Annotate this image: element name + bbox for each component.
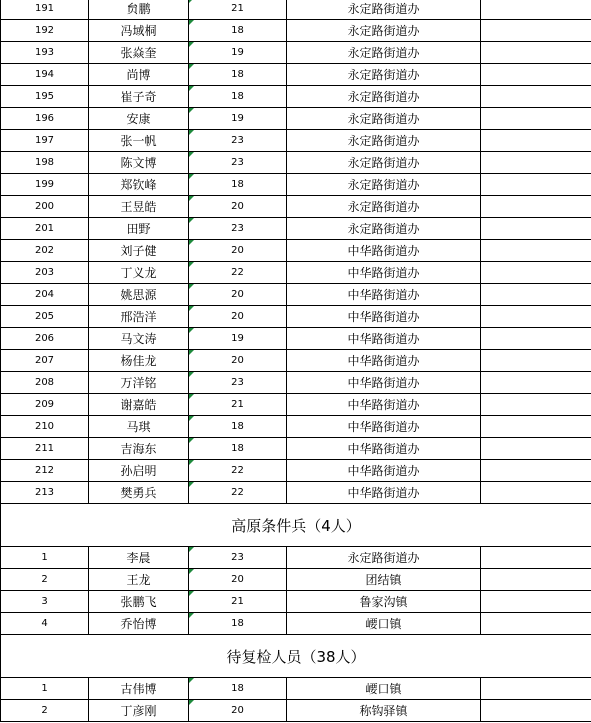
age-cell[interactable] xyxy=(189,438,287,460)
age-cell[interactable] xyxy=(189,86,287,108)
age-cell[interactable] xyxy=(189,196,287,218)
row-number-cell[interactable]: 1 xyxy=(1,547,89,569)
age-cell[interactable] xyxy=(189,372,287,394)
row-number-cell[interactable]: 1 xyxy=(1,678,89,700)
age-cell[interactable] xyxy=(189,700,287,722)
age-value: 21 xyxy=(231,596,244,607)
row-number-cell[interactable]: 192 xyxy=(1,20,89,42)
row-number-cell[interactable]: 202 xyxy=(1,240,89,262)
table-row xyxy=(1,174,591,196)
age-value: 20 xyxy=(231,289,244,300)
empty-cell[interactable] xyxy=(481,152,591,174)
age-value: 19 xyxy=(231,47,244,58)
empty-cell[interactable] xyxy=(481,218,591,240)
row-number-cell[interactable]: 211 xyxy=(1,438,89,460)
table-row xyxy=(1,306,591,328)
area-cell[interactable]: 中华路街道办 xyxy=(287,240,481,262)
row-number-cell[interactable]: 197 xyxy=(1,130,89,152)
section-recheck-row xyxy=(1,635,591,678)
name-cell[interactable]: 马文涛 xyxy=(89,328,189,350)
table-row xyxy=(1,64,591,86)
name-cell[interactable]: 尚博 xyxy=(89,64,189,86)
area-cell[interactable]: 永定路街道办 xyxy=(287,20,481,42)
row-number-cell[interactable]: 195 xyxy=(1,86,89,108)
row-number-cell[interactable]: 193 xyxy=(1,42,89,64)
empty-cell[interactable] xyxy=(481,196,591,218)
row-number-cell[interactable]: 2 xyxy=(1,569,89,591)
cell-marker-icon xyxy=(189,20,194,25)
age-value: 18 xyxy=(231,25,244,36)
age-value: 18 xyxy=(231,421,244,432)
table-row xyxy=(1,152,591,174)
age-value: 18 xyxy=(231,179,244,190)
empty-cell[interactable] xyxy=(481,130,591,152)
name-cell[interactable]: 谢嘉皓 xyxy=(89,394,189,416)
row-number-cell[interactable]: 206 xyxy=(1,328,89,350)
area-cell[interactable]: 团结镇 xyxy=(287,569,481,591)
cell-marker-icon xyxy=(189,372,194,377)
area-cell[interactable]: 崾口镇 xyxy=(287,613,481,635)
name-cell[interactable]: 乔怡博 xyxy=(89,613,189,635)
age-cell[interactable] xyxy=(189,240,287,262)
empty-cell[interactable] xyxy=(481,569,591,591)
cell-marker-icon xyxy=(189,174,194,179)
age-value: 23 xyxy=(231,223,244,234)
row-number-cell[interactable]: 213 xyxy=(1,482,89,504)
cell-marker-icon xyxy=(189,152,194,157)
area-cell[interactable]: 中华路街道办 xyxy=(287,328,481,350)
name-cell[interactable]: 张一帆 xyxy=(89,130,189,152)
age-cell[interactable] xyxy=(189,20,287,42)
age-cell[interactable] xyxy=(189,306,287,328)
area-cell[interactable]: 鲁家沟镇 xyxy=(287,591,481,613)
cell-marker-icon xyxy=(189,218,194,223)
cell-marker-icon xyxy=(189,0,194,3)
age-cell[interactable] xyxy=(189,328,287,350)
age-cell[interactable] xyxy=(189,174,287,196)
age-cell[interactable] xyxy=(189,42,287,64)
age-value: 20 xyxy=(231,311,244,322)
row-number-cell[interactable]: 196 xyxy=(1,108,89,130)
row-number-cell[interactable]: 201 xyxy=(1,218,89,240)
empty-cell[interactable] xyxy=(481,416,591,438)
row-number-cell[interactable]: 2 xyxy=(1,700,89,722)
age-cell[interactable] xyxy=(189,218,287,240)
area-cell[interactable]: 中华路街道办 xyxy=(287,394,481,416)
age-cell[interactable] xyxy=(189,262,287,284)
table-row xyxy=(1,328,591,350)
empty-cell[interactable] xyxy=(481,591,591,613)
age-value: 20 xyxy=(231,705,244,716)
cell-marker-icon xyxy=(189,350,194,355)
name-cell[interactable]: 王龙 xyxy=(89,569,189,591)
cell-marker-icon xyxy=(189,64,194,69)
empty-cell[interactable] xyxy=(481,700,591,722)
name-cell[interactable]: 崔子奇 xyxy=(89,86,189,108)
age-cell[interactable] xyxy=(189,394,287,416)
table-row xyxy=(1,86,591,108)
age-cell[interactable] xyxy=(189,64,287,86)
age-value: 23 xyxy=(231,552,244,563)
empty-cell[interactable] xyxy=(481,42,591,64)
cell-marker-icon xyxy=(189,547,194,552)
area-cell[interactable]: 永定路街道办 xyxy=(287,0,481,20)
name-cell[interactable]: 杨佳龙 xyxy=(89,350,189,372)
name-cell[interactable]: 陈文博 xyxy=(89,152,189,174)
age-cell[interactable] xyxy=(189,108,287,130)
age-value: 23 xyxy=(231,157,244,168)
area-cell[interactable]: 永定路街道办 xyxy=(287,547,481,569)
age-value: 23 xyxy=(231,135,244,146)
name-cell[interactable]: 丁义龙 xyxy=(89,262,189,284)
row-number-cell[interactable]: 4 xyxy=(1,613,89,635)
cell-marker-icon xyxy=(189,394,194,399)
row-number-cell[interactable]: 205 xyxy=(1,306,89,328)
empty-cell[interactable] xyxy=(481,372,591,394)
name-cell[interactable]: 李晨 xyxy=(89,547,189,569)
name-cell[interactable]: 姚思源 xyxy=(89,284,189,306)
table-row xyxy=(1,0,591,20)
cell-marker-icon xyxy=(189,306,194,311)
table-row xyxy=(1,218,591,240)
name-cell[interactable]: 田野 xyxy=(89,218,189,240)
age-cell[interactable] xyxy=(189,416,287,438)
area-cell[interactable]: 永定路街道办 xyxy=(287,218,481,240)
area-cell[interactable]: 永定路街道办 xyxy=(287,152,481,174)
empty-cell[interactable] xyxy=(481,678,591,700)
row-number-cell[interactable]: 204 xyxy=(1,284,89,306)
name-cell[interactable]: 张焱奎 xyxy=(89,42,189,64)
row-number-cell[interactable]: 203 xyxy=(1,262,89,284)
name-cell[interactable]: 邢浩洋 xyxy=(89,306,189,328)
table-row xyxy=(1,240,591,262)
cell-marker-icon xyxy=(189,591,194,596)
name-cell[interactable]: 樊勇兵 xyxy=(89,482,189,504)
name-cell[interactable]: 吉海东 xyxy=(89,438,189,460)
area-cell[interactable]: 中华路街道办 xyxy=(287,460,481,482)
empty-cell[interactable] xyxy=(481,394,591,416)
age-value: 18 xyxy=(231,618,244,629)
table-row xyxy=(1,20,591,42)
area-cell[interactable]: 崾口镇 xyxy=(287,678,481,700)
area-cell[interactable]: 中华路街道办 xyxy=(287,350,481,372)
row-number-cell[interactable]: 208 xyxy=(1,372,89,394)
cell-marker-icon xyxy=(189,416,194,421)
empty-cell[interactable] xyxy=(481,174,591,196)
area-cell[interactable]: 永定路街道办 xyxy=(287,86,481,108)
name-cell[interactable]: 冯域桐 xyxy=(89,20,189,42)
cell-marker-icon xyxy=(189,438,194,443)
row-number-cell[interactable]: 209 xyxy=(1,394,89,416)
empty-cell[interactable] xyxy=(481,108,591,130)
age-value: 22 xyxy=(231,465,244,476)
empty-cell[interactable] xyxy=(481,547,591,569)
row-number-cell[interactable]: 198 xyxy=(1,152,89,174)
age-cell[interactable] xyxy=(189,613,287,635)
row-number-cell[interactable]: 191 xyxy=(1,0,89,20)
cell-marker-icon xyxy=(189,42,194,47)
empty-cell[interactable] xyxy=(481,328,591,350)
cell-marker-icon xyxy=(189,86,194,91)
empty-cell[interactable] xyxy=(481,0,591,20)
cell-marker-icon xyxy=(189,328,194,333)
row-number-cell[interactable]: 212 xyxy=(1,460,89,482)
row-number-cell[interactable]: 3 xyxy=(1,591,89,613)
area-cell[interactable]: 中华路街道办 xyxy=(287,262,481,284)
age-value: 23 xyxy=(231,377,244,388)
name-cell[interactable]: 贠鹏 xyxy=(89,0,189,20)
area-cell[interactable]: 中华路街道办 xyxy=(287,482,481,504)
area-cell[interactable]: 永定路街道办 xyxy=(287,130,481,152)
row-number-cell[interactable]: 210 xyxy=(1,416,89,438)
name-cell[interactable]: 万洋铭 xyxy=(89,372,189,394)
age-cell[interactable] xyxy=(189,284,287,306)
name-cell[interactable]: 安康 xyxy=(89,108,189,130)
age-cell[interactable] xyxy=(189,460,287,482)
age-value: 22 xyxy=(231,267,244,278)
age-value: 19 xyxy=(231,333,244,344)
table-row xyxy=(1,416,591,438)
empty-cell[interactable] xyxy=(481,20,591,42)
table-row xyxy=(1,108,591,130)
empty-cell[interactable] xyxy=(481,350,591,372)
age-value: 20 xyxy=(231,355,244,366)
name-cell[interactable]: 古伟博 xyxy=(89,678,189,700)
table-row xyxy=(1,700,591,722)
cell-marker-icon xyxy=(189,482,194,487)
age-value: 19 xyxy=(231,113,244,124)
table-row xyxy=(1,482,591,504)
table-row xyxy=(1,42,591,64)
empty-cell[interactable] xyxy=(481,438,591,460)
section-plateau-title[interactable]: 高原条件兵（4人） xyxy=(1,504,591,547)
name-cell[interactable]: 丁彦刚 xyxy=(89,700,189,722)
table-row xyxy=(1,438,591,460)
table-row xyxy=(1,284,591,306)
row-number-cell[interactable]: 194 xyxy=(1,64,89,86)
age-value: 20 xyxy=(231,574,244,585)
area-cell[interactable]: 中华路街道办 xyxy=(287,416,481,438)
empty-cell[interactable] xyxy=(481,86,591,108)
row-number-cell[interactable]: 199 xyxy=(1,174,89,196)
row-number-cell[interactable]: 207 xyxy=(1,350,89,372)
age-cell[interactable] xyxy=(189,0,287,20)
empty-cell[interactable] xyxy=(481,64,591,86)
age-cell[interactable] xyxy=(189,130,287,152)
age-cell[interactable] xyxy=(189,591,287,613)
empty-cell[interactable] xyxy=(481,482,591,504)
empty-cell[interactable] xyxy=(481,262,591,284)
cell-marker-icon xyxy=(189,700,194,705)
age-cell[interactable] xyxy=(189,482,287,504)
table-row xyxy=(1,569,591,591)
age-value: 18 xyxy=(231,683,244,694)
area-cell[interactable]: 中华路街道办 xyxy=(287,284,481,306)
table-row xyxy=(1,394,591,416)
age-value: 21 xyxy=(231,3,244,14)
area-cell[interactable]: 中华路街道办 xyxy=(287,372,481,394)
table-row xyxy=(1,613,591,635)
name-cell[interactable]: 王昱皓 xyxy=(89,196,189,218)
table-row xyxy=(1,350,591,372)
cell-marker-icon xyxy=(189,678,194,683)
name-cell[interactable]: 孙启明 xyxy=(89,460,189,482)
cell-marker-icon xyxy=(189,240,194,245)
cell-marker-icon xyxy=(189,108,194,113)
cell-marker-icon xyxy=(189,569,194,574)
empty-cell[interactable] xyxy=(481,240,591,262)
area-cell[interactable]: 永定路街道办 xyxy=(287,108,481,130)
area-cell[interactable]: 中华路街道办 xyxy=(287,306,481,328)
age-value: 21 xyxy=(231,399,244,410)
table-row xyxy=(1,372,591,394)
name-cell[interactable]: 刘子健 xyxy=(89,240,189,262)
age-cell[interactable] xyxy=(189,152,287,174)
area-cell[interactable]: 中华路街道办 xyxy=(287,438,481,460)
cell-marker-icon xyxy=(189,284,194,289)
section-plateau-row xyxy=(1,504,591,547)
cell-marker-icon xyxy=(189,460,194,465)
table-row xyxy=(1,130,591,152)
name-cell[interactable]: 马琪 xyxy=(89,416,189,438)
empty-cell[interactable] xyxy=(481,306,591,328)
area-cell[interactable]: 永定路街道办 xyxy=(287,196,481,218)
empty-cell[interactable] xyxy=(481,460,591,482)
age-cell[interactable] xyxy=(189,569,287,591)
table-row xyxy=(1,591,591,613)
age-value: 18 xyxy=(231,69,244,80)
area-cell[interactable]: 永定路街道办 xyxy=(287,64,481,86)
area-cell[interactable]: 永定路街道办 xyxy=(287,174,481,196)
table-row xyxy=(1,460,591,482)
area-cell[interactable]: 永定路街道办 xyxy=(287,42,481,64)
age-cell[interactable] xyxy=(189,678,287,700)
age-value: 20 xyxy=(231,201,244,212)
section-recheck-title[interactable]: 待复检人员（38人） xyxy=(1,635,591,678)
row-number-cell[interactable]: 200 xyxy=(1,196,89,218)
cell-marker-icon xyxy=(189,196,194,201)
cell-marker-icon xyxy=(189,262,194,267)
table-row xyxy=(1,196,591,218)
table-row xyxy=(1,678,591,700)
age-cell[interactable] xyxy=(189,547,287,569)
name-cell[interactable]: 张鹏飞 xyxy=(89,591,189,613)
table-row xyxy=(1,262,591,284)
age-value: 22 xyxy=(231,487,244,498)
empty-cell[interactable] xyxy=(481,284,591,306)
age-value: 20 xyxy=(231,245,244,256)
table-row xyxy=(1,547,591,569)
empty-cell[interactable] xyxy=(481,613,591,635)
age-cell[interactable] xyxy=(189,350,287,372)
area-cell[interactable]: 称钩驿镇 xyxy=(287,700,481,722)
age-value: 18 xyxy=(231,91,244,102)
name-cell[interactable]: 郑钦峰 xyxy=(89,174,189,196)
age-value: 18 xyxy=(231,443,244,454)
cell-marker-icon xyxy=(189,613,194,618)
cell-marker-icon xyxy=(189,130,194,135)
